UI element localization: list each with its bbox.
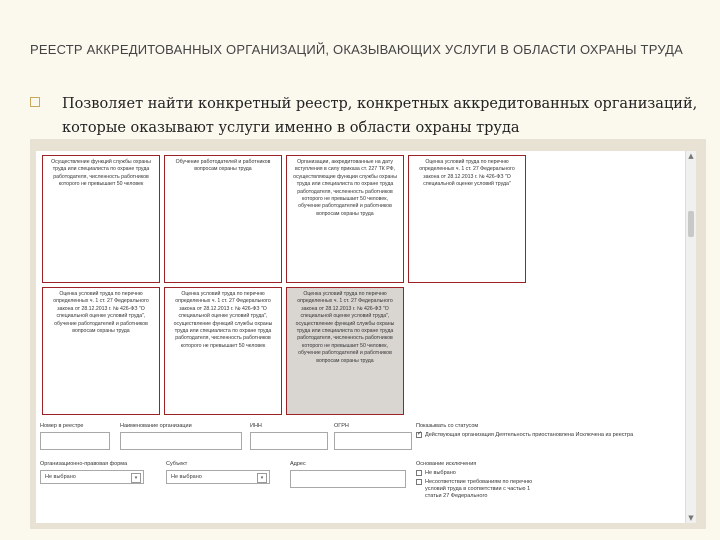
registry-number-label: Номер в реестре bbox=[40, 423, 84, 429]
slide-title: РЕЕСТР АККРЕДИТОВАННЫХ ОРГАНИЗАЦИЙ, ОКАЗЫВАЮЩИХ УСЛУГИ В ОБЛАСТИ ОХРАНЫ ТРУДА bbox=[30, 42, 684, 57]
status-label: Показывать со статусом bbox=[416, 423, 479, 429]
org-name-label: Наименование организации bbox=[120, 423, 192, 429]
legal-form-label: Организационно-правовая форма bbox=[40, 461, 128, 467]
scroll-up-icon[interactable]: ▲ bbox=[688, 152, 694, 160]
bullet-text: Позволяет найти конкретный реестр, конкретных аккредитованных организаций, которые оказывают услуги именно в области охраны труда bbox=[62, 96, 698, 136]
status-checkbox[interactable] bbox=[416, 432, 422, 438]
address-label: Адрес bbox=[290, 461, 306, 467]
legal-form-select[interactable] bbox=[40, 470, 144, 484]
inn-label: ИНН bbox=[250, 423, 262, 429]
service-card[interactable]: Оценка условий труда по перечню определенных ч. 1 ст. 27 Федерального закона от 28.12.2013 г. № 426-ФЗ "О специальной оценке условий труда" bbox=[408, 155, 526, 283]
subject-value: Не выбрано bbox=[171, 474, 202, 480]
scroll-thumb[interactable] bbox=[688, 211, 694, 237]
service-card-selected[interactable]: Оценка условий труда по перечню определенных ч. 1 ст. 27 Федерального закона от 28.12.2013 г. № 426-ФЗ "О специальной оценке условий труда", осуществление функций службы охраны труда или специалиста по охране труда работодателя, численность работников которого не превышает 50 человек, обучение работодателей и работников вопросам охраны труда bbox=[286, 287, 404, 415]
inn-input[interactable] bbox=[250, 432, 328, 450]
legal-form-value: Не выбрано bbox=[45, 474, 76, 480]
screenshot-frame bbox=[30, 139, 706, 529]
service-card[interactable]: Оценка условий труда по перечню определенных ч. 1 ст. 27 Федерального закона от 28.12.2013 г. № 426-ФЗ "О специальной оценке условий труда", обучение работодателей и работников вопросам охраны труда bbox=[42, 287, 160, 415]
grounds-option-none: Не выбрано bbox=[425, 470, 456, 476]
org-name-input[interactable] bbox=[120, 432, 242, 450]
address-input[interactable] bbox=[290, 470, 406, 488]
registry-page bbox=[36, 151, 696, 523]
vertical-scrollbar[interactable] bbox=[685, 151, 696, 523]
ogrn-input[interactable] bbox=[334, 432, 412, 450]
chevron-down-icon[interactable]: ▾ bbox=[257, 473, 267, 483]
service-card[interactable]: Обучение работодателей и работников вопросам охраны труда bbox=[164, 155, 282, 283]
service-card[interactable]: Оценка условий труда по перечню определенных ч. 1 ст. 27 Федерального закона от 28.12.2013 г. № 426-ФЗ "О специальной оценке условий труда", осуществление функций службы охраны труда или специалиста по охране труда работодателя, численность работников которого не превышает 50 человек bbox=[164, 287, 282, 415]
grounds-checkbox-none[interactable] bbox=[416, 470, 422, 476]
subject-label: Субъект bbox=[166, 461, 188, 467]
scroll-down-icon[interactable]: ▼ bbox=[688, 514, 694, 522]
chevron-down-icon[interactable]: ▾ bbox=[131, 473, 141, 483]
service-card[interactable]: Организации, аккредитованные на дату вступления в силу приказа ст. 227 ТК РФ, осуществляющие функции службы охраны труда или специалиста по охране труда работодателя, численность работников которого не превышает 50 человек, обучение работодателей и работников вопросам охраны труда bbox=[286, 155, 404, 283]
registry-number-input[interactable] bbox=[40, 432, 110, 450]
search-form bbox=[38, 423, 678, 523]
grounds-label: Основание исключения bbox=[416, 461, 477, 467]
status-options-text: Действующая организация Деятельность приостановлена Исключена из реестра bbox=[425, 432, 634, 438]
grounds-option-mismatch: Несоответствие требованиям по перечню условий труда в соответствии с частью 1 статьи 27 Федерального bbox=[425, 479, 533, 499]
subject-select[interactable] bbox=[166, 470, 270, 484]
grounds-checkbox-mismatch[interactable] bbox=[416, 479, 422, 485]
service-card[interactable]: Осуществление функций службы охраны труда или специалиста по охране труда работодателя, численность работников которого не превышает 50 человек bbox=[42, 155, 160, 283]
ogrn-label: ОГРН bbox=[334, 423, 349, 429]
bullet-icon bbox=[30, 97, 40, 107]
